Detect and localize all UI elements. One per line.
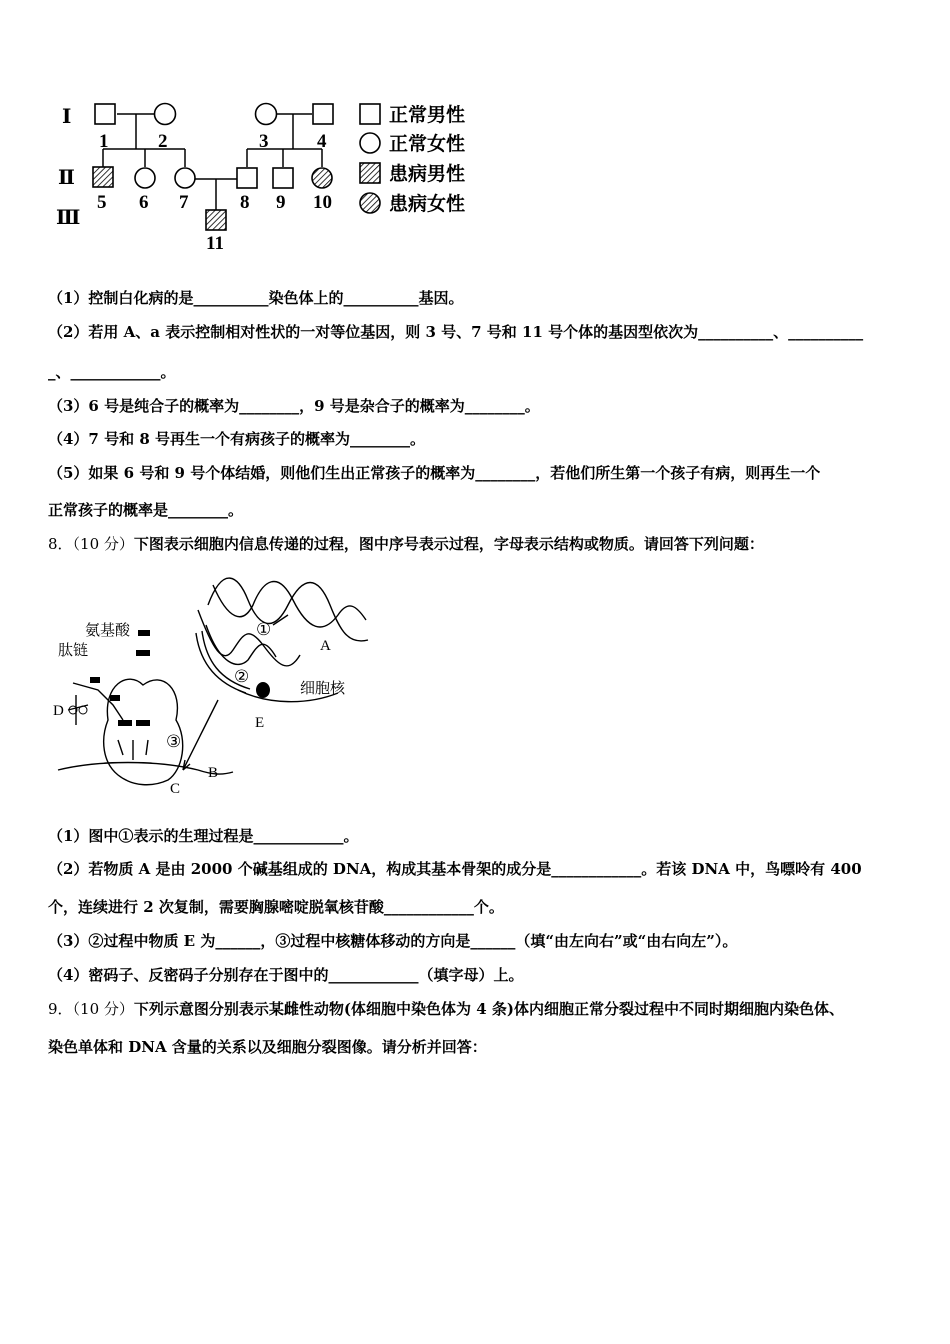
question-number: 9．（10 分） (48, 1000, 134, 1018)
individual-5-affected-male (93, 167, 113, 187)
individual-11-affected-male (206, 210, 226, 230)
individual-number: 7 (179, 192, 189, 213)
label-e: E (255, 715, 265, 731)
label-d: D (53, 703, 64, 719)
q7-part5-line1: （5）如果 6 号和 9 号个体结婚，则他们生出正常孩子的概率为________，若他们所生第一个孩子有病，则再生一个 (48, 464, 821, 482)
arrow-transport (183, 700, 218, 770)
individual-6-normal-female (135, 168, 155, 188)
legend-label: 正常男性 (389, 105, 466, 126)
legend-normal-male-icon (360, 104, 380, 124)
individual-2-normal-female (155, 104, 176, 125)
individual-9-normal-male (273, 168, 293, 188)
individual-number: 4 (317, 131, 327, 152)
individual-number: 8 (240, 192, 250, 213)
individual-3-normal-female (256, 104, 277, 125)
generation-label: Ⅲ (56, 207, 81, 229)
label-b: B (208, 765, 219, 781)
question-number: 8．（10 分） (48, 535, 134, 553)
q7-part4: （4）7 号和 8 号再生一个有病孩子的概率为________。 (48, 430, 425, 448)
generation-label: Ⅰ (62, 106, 72, 128)
individual-7-normal-female (175, 168, 195, 188)
label-a: A (320, 638, 331, 654)
label-nucleus: 细胞核 (300, 681, 346, 697)
individual-4-normal-male (313, 104, 333, 124)
q8-stem (48, 533, 764, 554)
individual-8-normal-male (237, 168, 257, 188)
individual-number: 6 (139, 192, 149, 213)
individual-number: 11 (206, 233, 224, 254)
q8-part2-line1: （2）若物质 A 是由 2000 个碱基组成的 DNA，构成其基本骨架的成分是____________。若该 DNA 中，鸟嘌呤有 400 (48, 860, 862, 878)
individual-number: 1 (99, 131, 109, 152)
individual-number: 5 (97, 192, 107, 213)
q8-part3: （3）②过程中物质 E 为______，③过程中核糖体移动的方向是______（填“由左向右”或“由右向左”）。 (48, 932, 738, 950)
q7-part3: （3）6 号是纯合子的概率为________，9 号是杂合子的概率为________。 (48, 397, 540, 415)
legend-label: 患病女性 (389, 194, 466, 215)
q7-part2-line1: （2）若用 A、a 表示控制相对性状的一对等位基因，则 3 号、7 号和 11 号个体的基因型依次为__________、__________ (48, 323, 864, 341)
legend-label: 正常女性 (389, 134, 466, 155)
label-peptide: 肽链 (58, 643, 89, 659)
label-c: C (170, 781, 181, 797)
q8-part1: （1）图中①表示的生理过程是____________。 (48, 827, 359, 845)
q7-part2-line2: _、____________。 (48, 363, 176, 381)
individual-number: 9 (276, 192, 286, 213)
pedigree-chart (50, 92, 490, 257)
generation-label: Ⅱ (58, 167, 75, 189)
enzyme-e (256, 682, 270, 698)
q9-stem-line2: 染色单体和 DNA 含量的关系以及细胞分裂图像。请分析并回答： (48, 1038, 487, 1056)
question-stem: 下列示意图分别表示某雌性动物(体细胞中染色体为 4 条)体内细胞正常分裂过程中不同时期细胞内染色体、 (133, 1000, 844, 1018)
label-process-1: ① (256, 620, 272, 639)
dna-strand-a (208, 578, 368, 641)
q8-part2-line2: 个，连续进行 2 次复制，需要胸腺嘧啶脱氧核苷酸____________个。 (48, 898, 504, 916)
individual-number: 10 (313, 192, 332, 213)
gene-expression-diagram (48, 565, 378, 805)
label-amino-acid: 氨基酸 (85, 623, 131, 639)
individual-number: 2 (158, 131, 168, 152)
individual-number: 3 (259, 131, 269, 152)
legend-normal-female-icon (360, 133, 380, 153)
q7-part5-line2: 正常孩子的概率是________。 (48, 501, 244, 519)
q9-stem-line1 (48, 998, 844, 1019)
legend-label: 患病男性 (389, 164, 466, 185)
legend-affected-male-icon (360, 163, 380, 183)
label-process-2: ② (234, 667, 250, 686)
individual-10-affected-female (312, 168, 332, 188)
individual-1-normal-male (95, 104, 115, 124)
q7-part1: （1）控制白化病的是__________染色体上的__________基因。 (48, 289, 464, 307)
mrna-b-line (58, 763, 233, 775)
legend-affected-female-icon (360, 193, 380, 213)
label-process-3: ③ (166, 732, 182, 751)
question-stem: 下图表示细胞内信息传递的过程，图中序号表示过程，字母表示结构或物质。请回答下列问题： (133, 535, 764, 553)
q8-part4: （4）密码子、反密码子分别存在于图中的____________（填字母）上。 (48, 966, 524, 984)
